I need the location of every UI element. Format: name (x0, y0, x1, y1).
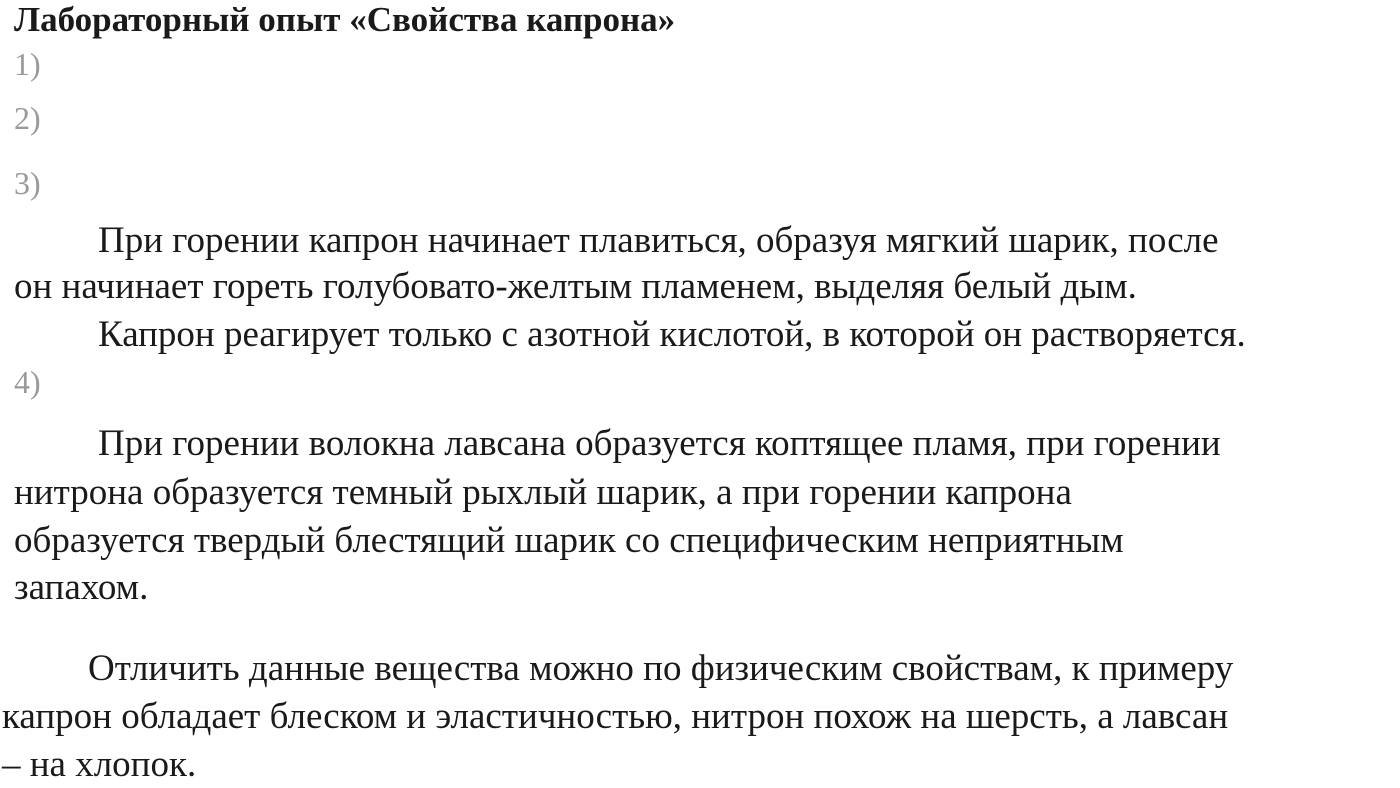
paragraph-distinguish-line-3: – на хлопок. (2, 744, 197, 785)
paragraph-acid-line-1: Капрон реагирует только с азотной кислотой, в которой он растворяется. (98, 314, 1246, 355)
page-title: Лабораторный опыт «Свойства капрона» (14, 0, 676, 39)
paragraph-distinguish-line-2: капрон обладает блеском и эластичностью, нитрон похож на шерсть, а лавсан (2, 696, 1229, 737)
paragraph-fibers-line-3: образуется твердый блестящий шарик со специфическим неприятным (14, 520, 1124, 561)
paragraph-burning-line-2: он начинает гореть голубовато-желтым пламенем, выделяя белый дым. (14, 266, 1137, 307)
paragraph-fibers-line-1: При горении волокна лавсана образуется коптящее пламя, при горении (98, 423, 1221, 464)
paragraph-burning-line-1: При горении капрон начинает плавиться, образуя мягкий шарик, после (98, 220, 1219, 261)
item-number-3: 3) (14, 165, 41, 201)
item-number-4: 4) (14, 364, 41, 400)
item-number-1: 1) (14, 46, 41, 82)
paragraph-fibers-line-4: запахом. (14, 567, 149, 608)
item-number-2: 2) (14, 100, 41, 136)
paragraph-distinguish-line-1: Отличить данные вещества можно по физическим свойствам, к примеру (88, 648, 1234, 689)
paragraph-fibers-line-2: нитрона образуется темный рыхлый шарик, а при горении капрона (14, 472, 1072, 513)
